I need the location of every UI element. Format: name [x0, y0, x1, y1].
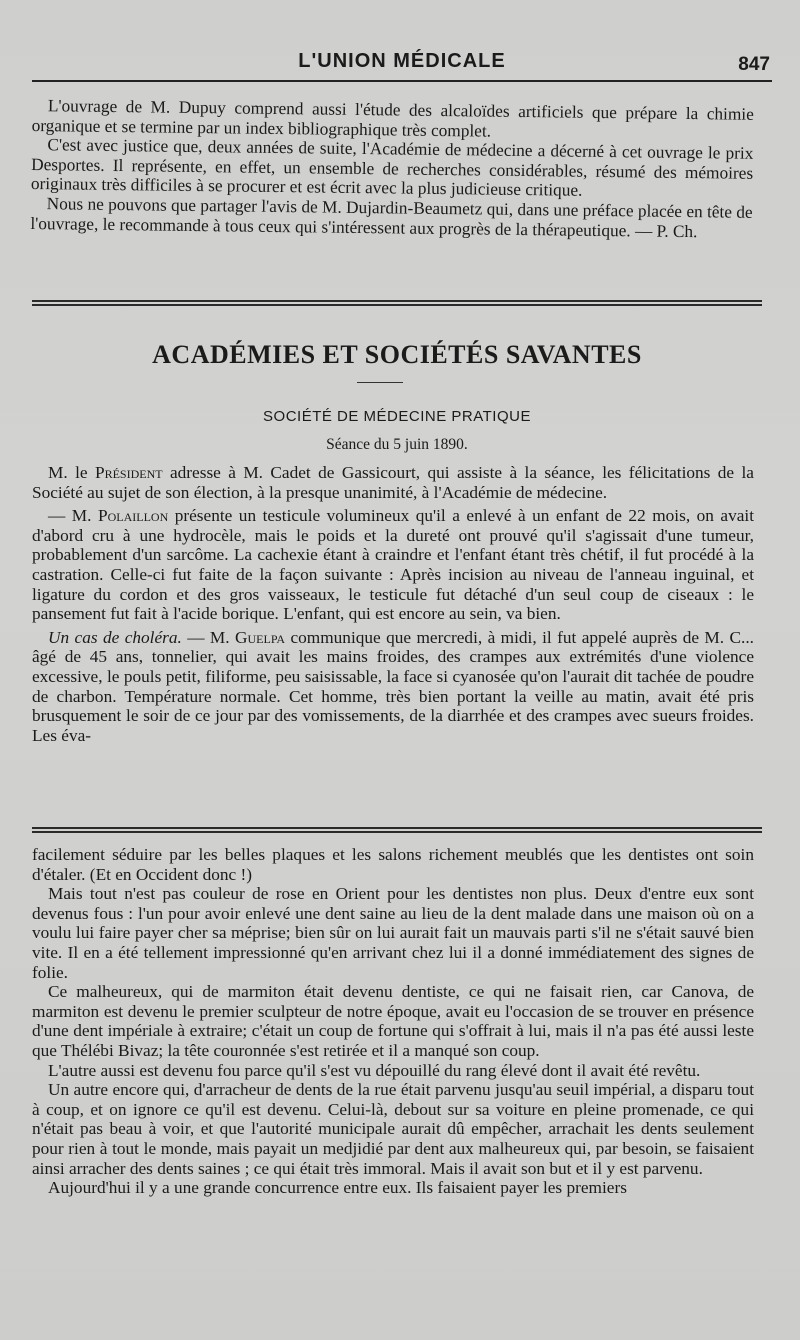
- paragraph: facilement séduire par les belles plaques et les salons richement meublés que les dentistes ont soin d'étaler. (Et en Occident donc !): [32, 845, 754, 884]
- lead-text: M. le: [48, 463, 95, 482]
- section-heading: ACADÉMIES ET SOCIÉTÉS SAVANTES: [152, 340, 642, 369]
- paragraph: L'ouvrage de M. Dupuy comprend aussi l'étude des alcaloïdes artificiels que prépare la chimie organique et se termine par un index bibliographique très complet.: [31, 96, 754, 141]
- section-divider: [32, 300, 762, 306]
- feuilleton-text: [32, 845, 754, 1198]
- paragraph: [32, 463, 754, 502]
- page-number: 847: [738, 54, 770, 75]
- paragraph: Un autre encore qui, d'arracheur de dents de la rue était parvenu jusqu'au seuil impérial, a disparu tout à coup, et on ignore ce qu'il est devenu. Celui-là, debout sur sa voiture en pleine promenade, ce qui n'était pas beau à voir, et que l'autorité municipale aurait dû empêcher, arrachait les dents seulement pour rien à tout le monde, mais payait un medjidié par dent aux malheureux qui, par besoin, se faisaient ainsi arracher des dents saines ; ce qui était très immoral. Mais il avait son but et il y est parvenu.: [32, 1080, 754, 1178]
- feuilleton-divider: [32, 827, 762, 833]
- header-rule: [32, 80, 772, 82]
- paragraph: [32, 506, 754, 624]
- running-head: [32, 44, 772, 80]
- society-name: SOCIÉTÉ DE MÉDECINE PRATIQUE: [263, 408, 531, 425]
- paragraph: Mais tout n'est pas couleur de rose en Orient pour les dentistes non plus. Deux d'entre eux sont devenus fous : l'un pour avoir enlevé une dent saine au lieu de la dent malade dans une maison où on a voulu lui faire payer cher sa méprise; bien sûr on lui aurait fait un mauvais parti s'il ne s'était sauvé bien vite. Il en a été tellement impressionné qu'en arrivant chez lui il a donné immédiatement des signes de folie.: [32, 884, 754, 982]
- paragraph: L'autre aussi est devenu fou parce qu'il s'est vu dépouillé du rang élevé dont il avait été revêtu.: [48, 1060, 701, 1080]
- case-title: Un cas de choléra.: [48, 627, 182, 647]
- journal-title: L'UNION MÉDICALE: [298, 50, 506, 72]
- paragraph-text: communique que mercredi, à midi, il fut appelé auprès de M. C... âgé de 45 ans, tonnelier, qui avait les mains froides, des crampes aux extrémités d'une violence excessive, le pouls petit, filiforme, peu saisissable, la face si cyanosée qu'on l'aurait dit tachée de poudre de charbon. Température normale. Cet homme, très bien portant la veille au matin, avait été pris brusquement le soir de ce jour par des vomissements, de la diarrhée et des crampes avec sueurs froides. Les éva-: [32, 627, 755, 745]
- lead-text: — M.: [48, 506, 98, 526]
- paragraph: Nous ne pouvons que partager l'avis de M. Dujardin-Beaumetz qui, dans une préface placée en tête de l'ouvrage, le recommande à tous ceux qui s'intéressent aux progrès de la thérapeutique. — P. Ch.: [30, 194, 753, 241]
- paragraph: Aujourd'hui il y a une grande concurrence entre eux. Ils faisaient payer les premiers: [48, 1178, 627, 1198]
- speaker-name: Polaillon: [97, 506, 169, 526]
- session-date: Séance du 5 juin 1890.: [326, 436, 468, 453]
- minutes-text: [32, 463, 754, 749]
- paragraph: C'est avec justice que, deux années de suite, l'Académie de médecine a décerné à cet ouvrage le prix Desportes. Il représente, en effet, un ensemble de recherches considérables, résumé des mémoires originaux très difficiles à se procurer et est écrit avec la plus judicieuse critique.: [30, 135, 754, 201]
- book-review-text: [30, 96, 754, 242]
- paragraph-text: adresse à M. Cadet de Gassicourt, qui assiste à la séance, les félicitations de la Société au sujet de son élection, à la presque unanimité, à l'Académie de médecine.: [32, 463, 754, 502]
- speaker-name: Président: [94, 463, 163, 482]
- paragraph-text: présente un testicule volumineux qu'il a enlevé à un enfant de 22 mois, on avait d'abord cru à une hydrocèle, mais le poids et la dureté ont prouvé qu'il s'agissait d'une tumeur, probablement d'un sarcôme. La cachexie étant à craindre et l'enfant étant très chétif, il fut procédé à la castration. Celle-ci fut faite de la façon suivante : Après incision au niveau de l'anneau inguinal, et ligature du cordon et des gros vaisseaux, le testicule fut détaché d'un seul coup de ciseaux : le pansement fut fait à l'acide borique. L'enfant, qui est encore au sein, va bien.: [32, 506, 754, 624]
- speaker-name: Guelpa: [235, 627, 286, 647]
- heading-underline: [357, 382, 403, 383]
- paragraph: [32, 628, 754, 746]
- paragraph: Ce malheureux, qui de marmiton était devenu dentiste, ce qui ne faisait rien, car Canova, de marmiton est devenu le premier sculpteur de notre époque, avait eu l'occasion de se trouver en présence d'une dent impériale à extraire; c'était un coup de fortune qui s'offrait à lui, mais il n'a pas été aussi leste que Thélébi Bivaz; la tête couronnée s'est retirée et il a manqué son coup.: [32, 982, 754, 1060]
- lead-text: — M.: [181, 627, 236, 647]
